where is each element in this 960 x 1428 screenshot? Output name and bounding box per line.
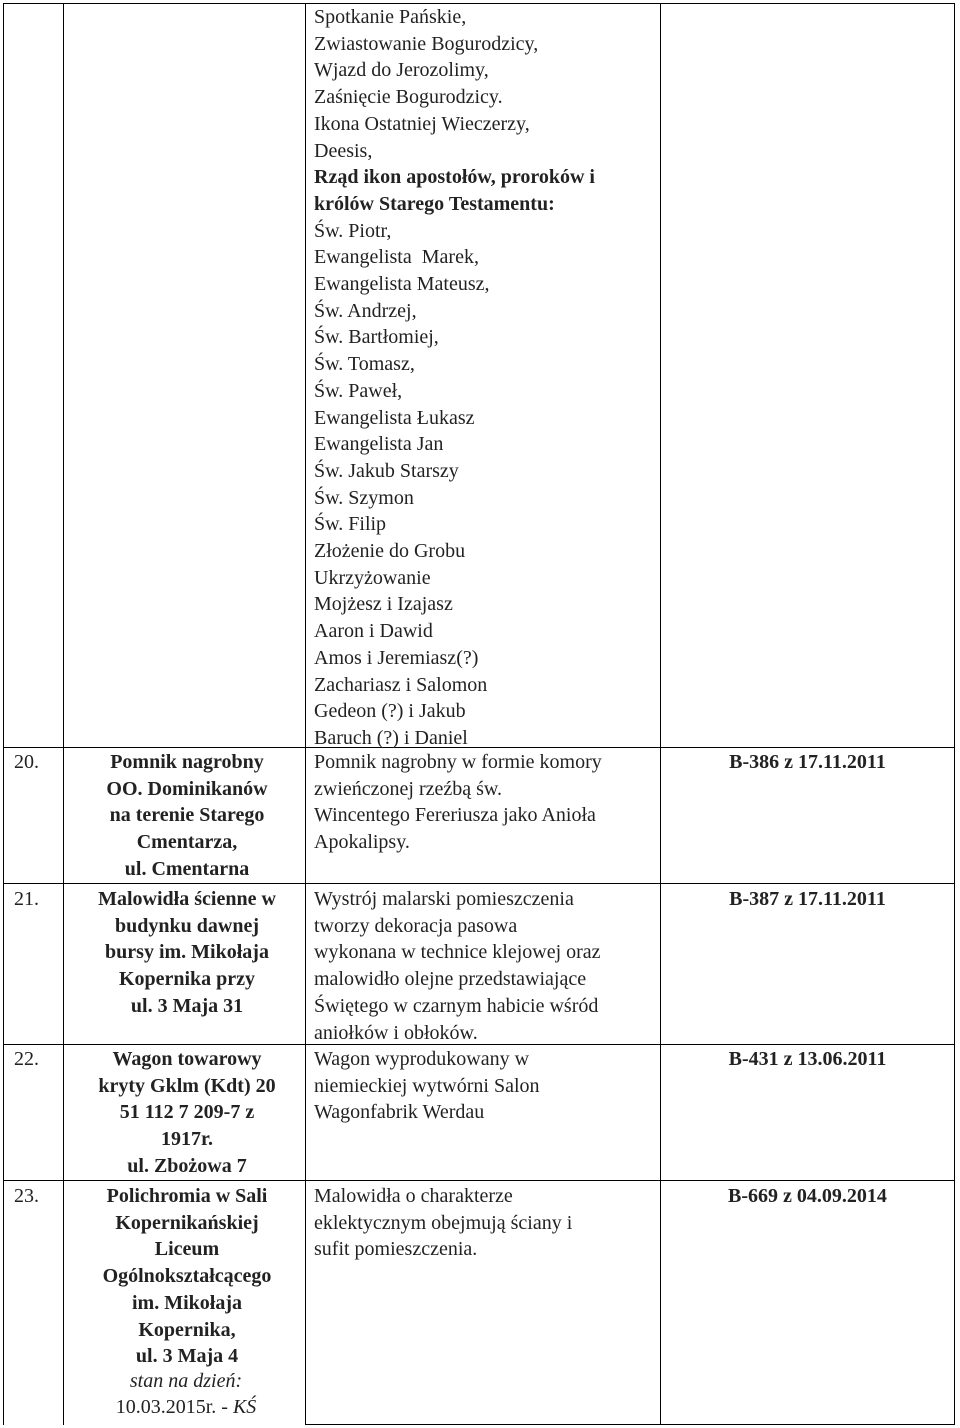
name-line: bursy im. Mikołaja — [105, 941, 269, 964]
desc-line: Św. Jakub Starszy — [314, 459, 459, 482]
table-border-left — [3, 3, 4, 1425]
desc-line: Mojżesz i Izajasz — [314, 593, 453, 616]
desc-line-heading: Rząd ikon apostołów, proroków i — [314, 166, 595, 189]
desc-line: wykonana w technice klejowej oraz — [314, 941, 601, 964]
footer-date-line — [66, 1394, 306, 1420]
table-border-right — [954, 3, 955, 1425]
desc-line: Amos i Jeremiasz(?) — [314, 646, 479, 669]
name-line: Kopernika, — [138, 1318, 236, 1341]
document-footer — [66, 1368, 306, 1420]
desc-line: sufit pomieszczenia. — [314, 1238, 478, 1261]
desc-line: Wjazd do Jerozolimy, — [314, 59, 489, 82]
desc-line: Pomnik nagrobny w formie komory — [314, 751, 602, 773]
registry-number: B-431 z 13.06.2011 — [728, 1048, 887, 1070]
desc-line: Św. Tomasz, — [314, 353, 415, 376]
name-line: 1917r. — [160, 1128, 214, 1151]
desc-line: Św. Filip — [314, 513, 387, 536]
desc-line: Ewangelista Marek, — [314, 246, 479, 269]
row-number: 20. — [14, 751, 39, 773]
desc-line: Św. Bartłomiej, — [314, 326, 439, 349]
desc-line: niemieckiej wytwórni Salon — [314, 1074, 540, 1097]
desc-line: Ewangelista Jan — [314, 433, 444, 456]
monument-name — [76, 1183, 298, 1370]
row-number: 22. — [14, 1048, 39, 1070]
desc-line: Deesis, — [314, 139, 373, 162]
monument-description — [314, 749, 664, 856]
footer-date: 10.03.2015r. - — [115, 1396, 233, 1418]
name-line: Cmentarza, — [136, 831, 238, 854]
name-line: 51 112 7 209-7 z — [119, 1101, 255, 1124]
name-line: Malowidła ścienne w — [98, 888, 276, 910]
desc-line: Wystrój malarski pomieszczenia — [314, 888, 574, 910]
desc-line: Gedeon (?) i Jakub — [314, 700, 466, 723]
desc-line: Ikona Ostatniej Wieczerzy, — [314, 112, 530, 135]
name-line: Wagon towarowy — [112, 1048, 262, 1070]
row-number: 23. — [14, 1185, 39, 1207]
monument-name — [76, 886, 298, 1020]
desc-line-heading: królów Starego Testamentu: — [314, 192, 555, 215]
desc-line: Ewangelista Mateusz, — [314, 273, 490, 296]
footer-label: stan na dzień: — [129, 1370, 243, 1392]
name-line: Kopernikańskiej — [115, 1211, 259, 1234]
name-line: Polichromia w Sali — [106, 1185, 268, 1207]
desc-line: Apokalipsy. — [314, 831, 410, 854]
desc-line: Zachariasz i Salomon — [314, 673, 488, 696]
desc-line: Św. Szymon — [314, 486, 414, 509]
name-line: Liceum — [154, 1238, 220, 1261]
name-line: kryty Gklm (Kdt) 20 — [98, 1074, 276, 1097]
name-line: Pomnik nagrobny — [110, 751, 264, 773]
desc-line: Zaśnięcie Bogurodzicy. — [314, 86, 503, 109]
desc-line: Św. Piotr, — [314, 219, 392, 242]
monument-name — [76, 1046, 298, 1180]
name-line: ul. Cmentarna — [124, 857, 250, 880]
desc-line: Wagon wyprodukowany w — [314, 1048, 530, 1070]
desc-line: Zwiastowanie Bogurodzicy, — [314, 32, 539, 55]
desc-line: Ukrzyżowanie — [314, 566, 431, 589]
registry-number: B-387 z 17.11.2011 — [729, 888, 886, 910]
name-line: ul. Zbożowa 7 — [127, 1154, 247, 1177]
desc-line: Złożenie do Grobu — [314, 540, 466, 563]
name-line: Kopernika przy — [118, 968, 256, 991]
name-line: Ogólnokształcącego — [102, 1265, 272, 1288]
desc-line: aniołków i obłoków. — [314, 1021, 478, 1044]
desc-line: Wincentego Fereriusza jako Anioła — [314, 804, 596, 827]
monument-description — [314, 1046, 664, 1126]
registry-number: B-669 z 04.09.2014 — [728, 1185, 887, 1207]
name-line: na terenie Starego — [109, 804, 265, 827]
name-line: ul. 3 Maja 31 — [130, 994, 244, 1017]
desc-line: Malowidła o charakterze — [314, 1185, 513, 1207]
row-number: 21. — [14, 888, 39, 910]
table-border-bottom — [305, 1424, 955, 1425]
monument-name — [76, 749, 298, 883]
desc-line: Aaron i Dawid — [314, 620, 433, 643]
desc-line: malowidło olejne przedstawiające — [314, 968, 587, 991]
desc-line: Baruch (?) i Daniel — [314, 726, 468, 749]
row-divider-20-21 — [3, 883, 955, 884]
column-divider-name — [305, 3, 306, 1425]
name-line: ul. 3 Maja 4 — [135, 1345, 239, 1368]
monument-description — [314, 1183, 664, 1263]
desc-line: Spotkanie Pańskie, — [314, 6, 467, 28]
desc-line: Wagonfabrik Werdau — [314, 1101, 485, 1124]
name-line: budynku dawnej — [115, 914, 259, 937]
desc-line: zwieńczonej rzeźbą św. — [314, 777, 503, 800]
desc-line: Świętego w czarnym habicie wśród — [314, 994, 599, 1017]
footer-initials: KŚ — [232, 1396, 257, 1418]
name-line: im. Mikołaja — [132, 1291, 242, 1314]
column-divider-number — [63, 3, 64, 1425]
desc-line: Ewangelista Łukasz — [314, 406, 475, 429]
row-divider-22-23 — [3, 1180, 955, 1181]
continued-description — [314, 4, 664, 752]
name-line: OO. Dominikanów — [106, 777, 268, 800]
desc-line: eklektycznym obejmują ściany i — [314, 1211, 573, 1234]
registry-number: B-386 z 17.11.2011 — [729, 751, 886, 773]
desc-line: tworzy dekoracja pasowa — [314, 914, 518, 937]
desc-line: Św. Andrzej, — [314, 299, 417, 322]
monument-description — [314, 886, 664, 1046]
desc-line: Św. Paweł, — [314, 379, 403, 402]
